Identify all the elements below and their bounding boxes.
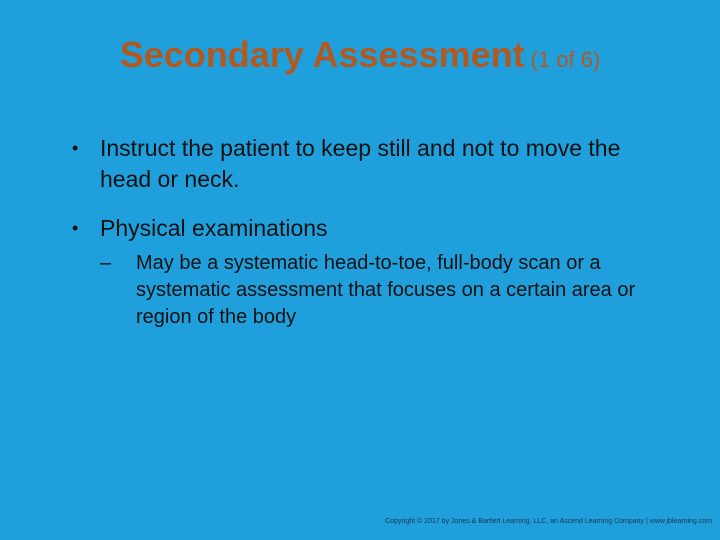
sub-bullet-marker: – (100, 252, 112, 274)
slide-title-main: Secondary Assessment (119, 34, 525, 75)
copyright-footer: Copyright © 2017 by Jones & Bartlett Learning, LLC, an Ascend Learning Company | www.jblearning.com (385, 518, 712, 525)
sub-bullet-text: May be a systematic head-to-toe, full-body scan or a systematic assessment that focuses on a certain area or region of the body (136, 252, 636, 328)
sub-bullet-item (100, 250, 672, 331)
bullet-text: Instruct the patient to keep still and not to move the head or neck. (100, 135, 621, 192)
slide-title-counter: (1 of 6) (530, 47, 601, 72)
bullet-item (72, 213, 672, 331)
bullet-item (72, 133, 672, 195)
bullet-text: Physical examinations (100, 215, 328, 241)
bullet-marker: • (72, 218, 79, 238)
slide-title (0, 34, 720, 76)
sub-bullet-list (100, 250, 672, 331)
bullet-list (72, 133, 672, 349)
bullet-marker: • (72, 138, 79, 158)
